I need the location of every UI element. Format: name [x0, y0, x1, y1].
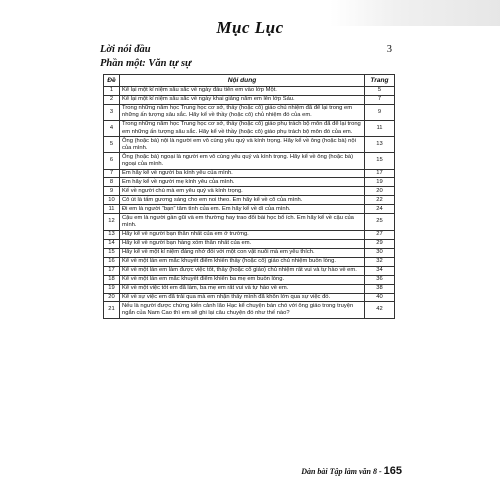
row-page: 29	[365, 239, 395, 248]
row-page: 19	[365, 178, 395, 187]
row-page: 5	[365, 86, 395, 95]
row-content: Nếu là người được chứng kiến cảnh lão Hạc kể chuyện bán chó với ông giáo trong truyện ngắn của Nam Cao thì em sẽ ghi lại câu chuyện đó như thế nào?	[120, 302, 365, 318]
row-page: 24	[365, 205, 395, 214]
table-row	[104, 302, 395, 318]
table-row	[104, 257, 395, 266]
row-page: 7	[365, 95, 395, 104]
preface-label: Lời nói đầu	[100, 44, 151, 55]
row-page: 15	[365, 153, 395, 169]
row-page: 13	[365, 137, 395, 153]
table-header-row	[104, 75, 395, 87]
row-number: 19	[104, 284, 120, 293]
page-footer	[301, 465, 402, 477]
table-row	[104, 205, 395, 214]
row-page: 38	[365, 284, 395, 293]
row-number: 9	[104, 187, 120, 196]
row-number: 1	[104, 86, 120, 95]
table-body	[104, 86, 395, 318]
table-row	[104, 120, 395, 136]
part-one-label: Phần một: Văn tự sự	[100, 58, 192, 69]
footer-book-title: Dàn bài Tập làm văn 8 -	[301, 467, 382, 476]
row-number: 4	[104, 120, 120, 136]
row-content: Kể về một lần em làm được việc tốt, thầy (hoặc cô giáo) chủ nhiệm rất vui và tự hào về em.	[120, 266, 365, 275]
row-page: 32	[365, 257, 395, 266]
row-content: Em hãy kể về người mẹ kính yêu của mình.	[120, 178, 365, 187]
row-page: 11	[365, 120, 395, 136]
row-number: 15	[104, 248, 120, 257]
row-number: 21	[104, 302, 120, 318]
row-content: Kể về một việc tốt em đã làm, ba mẹ em rất vui và tự hào về em.	[120, 284, 365, 293]
row-content: Cậu em là người gần gũi và em thường hay trao đổi bài học bổ ích. Em hãy kể về cậu của mình.	[120, 214, 365, 230]
table-row	[104, 187, 395, 196]
row-page: 17	[365, 169, 395, 178]
row-content: Cô út là tấm gương sáng cho em noi theo. Em hãy kể về cô của mình.	[120, 196, 365, 205]
footer-page-number: 165	[383, 465, 402, 477]
row-number: 12	[104, 214, 120, 230]
row-number: 8	[104, 178, 120, 187]
table-row	[104, 86, 395, 95]
row-page: 25	[365, 214, 395, 230]
row-content: Trong những năm học Trung học cơ sở, thầy (hoặc cô) giáo phụ trách bộ môn đã để lại trong em những ấn tượng sâu sắc. Hãy kể về thầy (hoặc cô) giáo phụ trách bộ môn đó của em.	[120, 120, 365, 136]
part-one-heading	[100, 58, 400, 69]
contents-table-wrap	[103, 74, 395, 319]
table-row	[104, 178, 395, 187]
row-content: Ông (hoặc bà) ngoại là người em vô cùng yêu quý và kính trọng. Hãy kể về ông (hoặc bà) ngoại của mình.	[120, 153, 365, 169]
table-row	[104, 248, 395, 257]
table-row	[104, 230, 395, 239]
row-number: 20	[104, 293, 120, 302]
row-page: 20	[365, 187, 395, 196]
row-number: 2	[104, 95, 120, 104]
row-content: Kể lại một kỉ niệm sâu sắc về ngày khai giảng năm em lên lớp Sáu.	[120, 95, 365, 104]
table-row	[104, 293, 395, 302]
table-row	[104, 104, 395, 120]
row-content: Đi em là người “bạn” tâm tình của em. Em hãy kể về dì của mình.	[120, 205, 365, 214]
row-page: 40	[365, 293, 395, 302]
row-content: Kể về một lần em mắc khuyết điểm khiến ba mẹ em buồn lòng.	[120, 275, 365, 284]
row-page: 27	[365, 230, 395, 239]
page-title: Mục Lục	[216, 18, 284, 37]
contents-table	[103, 74, 395, 319]
header-content: Nội dung	[120, 75, 365, 87]
row-page: 42	[365, 302, 395, 318]
table-row	[104, 275, 395, 284]
row-number: 16	[104, 257, 120, 266]
table-row	[104, 169, 395, 178]
header-page: Trang	[365, 75, 395, 87]
row-content: Em hãy kể về người ba kính yêu của mình.	[120, 169, 365, 178]
row-content: Hãy kể về người bạn thân nhất của em ở trường.	[120, 230, 365, 239]
table-row	[104, 196, 395, 205]
row-number: 7	[104, 169, 120, 178]
row-number: 10	[104, 196, 120, 205]
row-content: Trong những năm học Trung học cơ sở, thầy (hoặc cô) giáo chủ nhiệm đã để lại trong em những ấn tượng sâu sắc. Hãy kể về thầy (hoặc cô) chủ nhiệm đó của em.	[120, 104, 365, 120]
row-content: Kể lại một kỉ niệm sâu sắc về ngày đầu tiên em vào lớp Một.	[120, 86, 365, 95]
header-no: Đề	[104, 75, 120, 87]
table-row	[104, 266, 395, 275]
row-page: 30	[365, 248, 395, 257]
table-row	[104, 137, 395, 153]
row-page: 34	[365, 266, 395, 275]
row-page: 22	[365, 196, 395, 205]
row-content: Kể về một lần em mắc khuyết điểm khiến thầy (hoặc cô) giáo chủ nhiệm buồn lòng.	[120, 257, 365, 266]
row-number: 13	[104, 230, 120, 239]
preface-line	[100, 44, 400, 55]
table-row	[104, 284, 395, 293]
row-number: 18	[104, 275, 120, 284]
table-row	[104, 95, 395, 104]
row-number: 11	[104, 205, 120, 214]
row-content: Ông (hoặc bà) nội là người em vô cùng yêu quý và kính trọng. Hãy kể về ông (hoặc bà) nội của mình.	[120, 137, 365, 153]
row-content: Kể về sự việc em đã trải qua mà em nhận thấy mình đã khôn lớn qua sự việc đó.	[120, 293, 365, 302]
row-number: 17	[104, 266, 120, 275]
row-number: 14	[104, 239, 120, 248]
table-row	[104, 153, 395, 169]
preface-page: 3	[386, 44, 392, 55]
row-content: Hãy kể về một kỉ niệm đáng nhớ đối với một con vật nuôi mà em yêu thích.	[120, 248, 365, 257]
row-content: Kể về người chú mà em yêu quý và kính trọng.	[120, 187, 365, 196]
row-page: 36	[365, 275, 395, 284]
row-number: 3	[104, 104, 120, 120]
row-content: Hãy kể về người bạn hàng xóm thân nhất của em.	[120, 239, 365, 248]
table-row	[104, 214, 395, 230]
row-number: 6	[104, 153, 120, 169]
row-number: 5	[104, 137, 120, 153]
table-row	[104, 239, 395, 248]
row-page: 9	[365, 104, 395, 120]
